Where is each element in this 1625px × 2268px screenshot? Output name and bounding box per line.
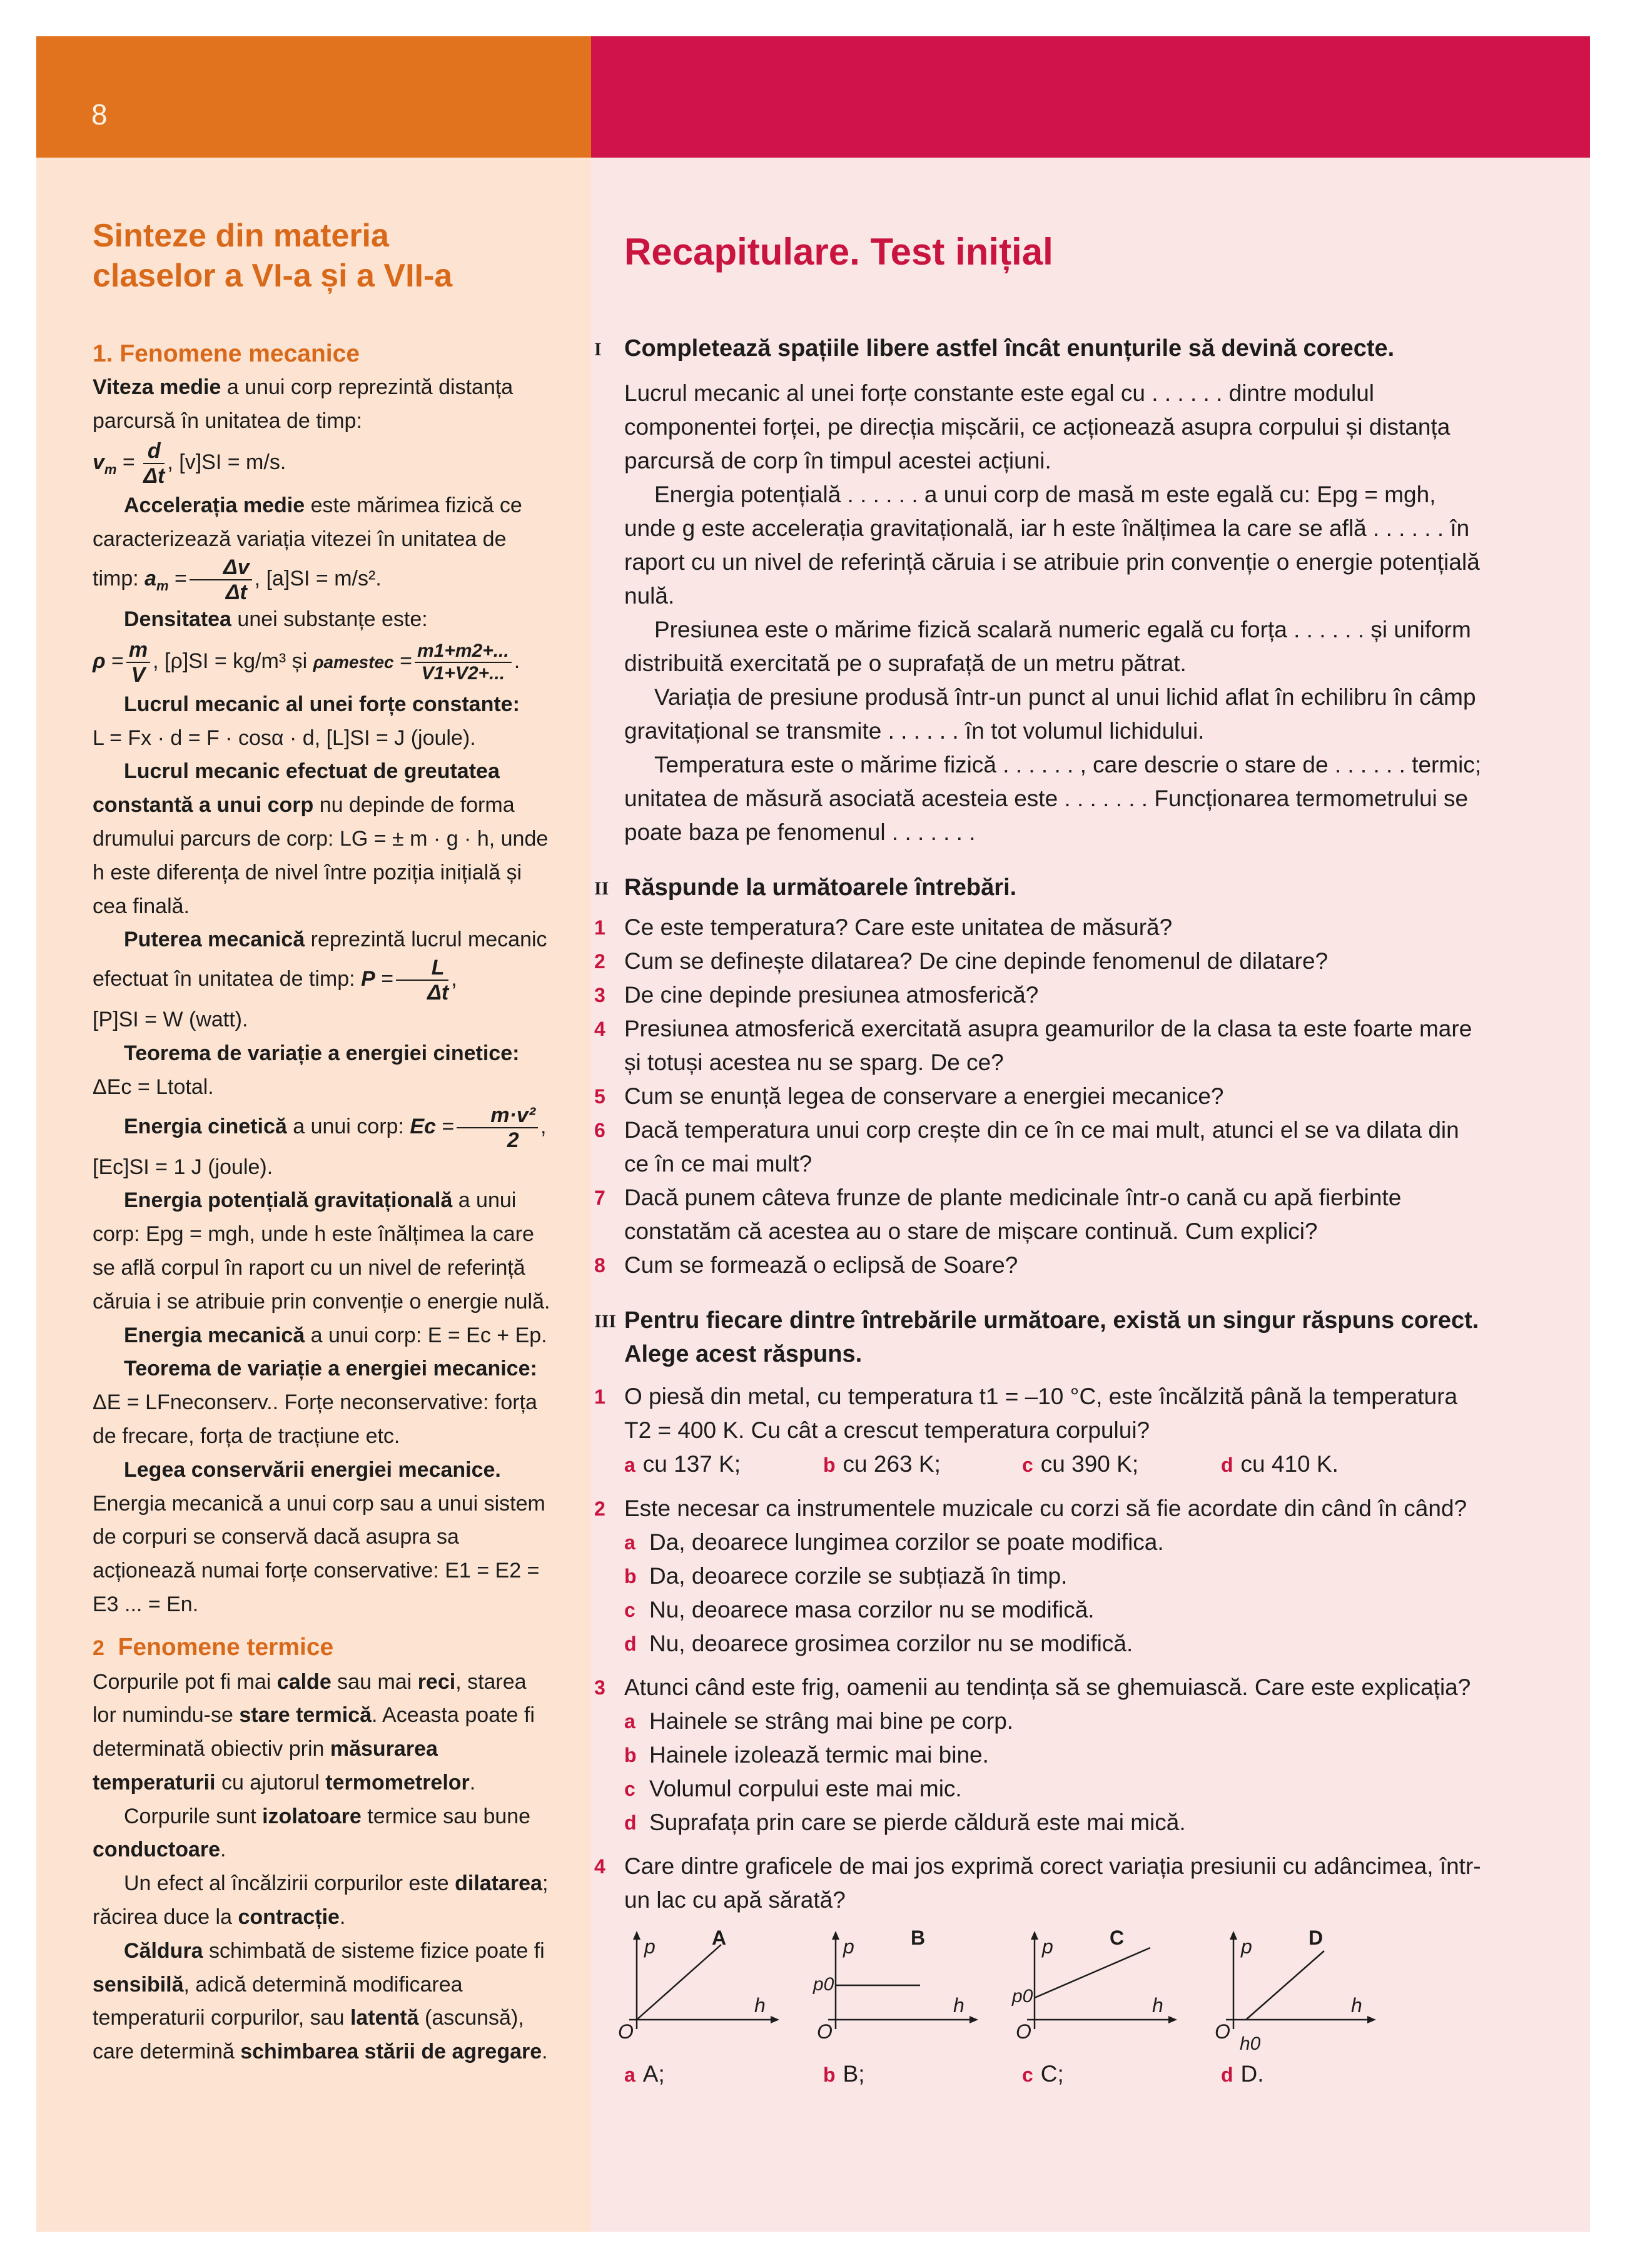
thermal-term: stare termică — [239, 1703, 372, 1728]
option-text: Volumul corpului este mai mic. — [649, 1776, 962, 1801]
mechanical-theorem-text: ΔE = LFneconserv.. Forțe neconservative: forța de frecare, forța de tracțiune etc. — [93, 1390, 537, 1448]
section-III-number: III — [594, 1311, 617, 1332]
thermal-text: , adică determină modificarea temperaturii corpurilor, sau — [93, 1972, 463, 2030]
thermal-text: (ascunsă), care determină — [93, 2006, 524, 2064]
open-question-text: Cum se definește dilatarea? De cine depinde fenomenul de dilatare? — [624, 948, 1329, 974]
open-question — [594, 978, 1487, 1012]
open-question-text: De cine depinde presiunea atmosferică? — [624, 982, 1039, 1008]
graph-D — [1215, 1926, 1402, 2057]
open-question-text: Cum se enunță legea de conservare a energiei mecanice? — [624, 1083, 1224, 1109]
power-denominator: Δt — [427, 981, 449, 1005]
option-text: Hainele izolează termic mai bine. — [649, 1742, 989, 1768]
mcq-1-number: 1 — [594, 1385, 605, 1408]
density-unit: , [ρ]SI = kg/m³ și — [153, 649, 313, 673]
graph-label: B — [911, 1926, 926, 1949]
section-III-heading — [594, 1304, 1487, 1371]
gravity-work-text: nu depinde de forma drumului parcurs de corp: LG = ± m · g · h, unde h este diferența de nivel între poziția inițială și cea finală. — [93, 793, 549, 918]
y-axis-arrow-icon — [1031, 1931, 1038, 1940]
origin-label: O — [1215, 2020, 1230, 2043]
answer-option[interactable] — [1221, 2057, 1420, 2092]
power-text: reprezintă lucrul mecanic efectuat în unitatea de timp: — [93, 928, 547, 991]
x-axis-arrow-icon — [969, 2016, 978, 2023]
kinetic-energy-text: a unui corp: — [286, 1114, 410, 1138]
thermal-term: schimbarea stării de agregare — [240, 2040, 542, 2064]
mechanical-energy-text: a unui corp: E = Ec + Ep. — [305, 1323, 547, 1347]
section-III-title: Pentru fiecare dintre întrebările următoare, există un singur răspuns corect. Alege acest răspuns. — [624, 1307, 1479, 1367]
conservation-law-term: Legea conservării energiei mecanice. — [124, 1457, 501, 1482]
open-question-text: Cum se formează o eclipsă de Soare? — [624, 1252, 1018, 1278]
axis-marker-label: h0 — [1240, 2033, 1261, 2054]
option-letter: a — [624, 1454, 635, 1476]
section-I-body — [624, 377, 1487, 849]
speed-definition — [93, 371, 552, 438]
graph-label: D — [1309, 1926, 1324, 1949]
open-question-number: 5 — [594, 1085, 605, 1108]
pressure-graphs — [618, 1926, 1487, 2057]
open-question-number: 7 — [594, 1187, 605, 1209]
acceleration-term: Accelerația medie — [124, 494, 305, 518]
open-question-number: 4 — [594, 1018, 605, 1040]
x-axis-label: h — [1351, 1994, 1362, 2017]
mcq-3 — [594, 1671, 1487, 1840]
conservation-law-text: Energia mecanică a unui corp sau a unui sistem de corpuri se conservă dacă asupra sa acționează numai forțe conservative: E1 = E2 = E3 ... = En. — [93, 1491, 545, 1616]
potential-energy-term: Energia potențială gravitațională — [124, 1188, 453, 1213]
density-fraction — [126, 639, 150, 686]
thermal-text: . — [469, 1770, 476, 1795]
axis-marker-label: p0 — [1012, 1986, 1033, 2007]
speed-numerator: d — [143, 440, 165, 464]
kinetic-theorem-formula: ΔEc = Ltotal. — [93, 1075, 214, 1099]
density-text: unei substanțe este: — [231, 607, 428, 631]
fill-paragraph-1: Lucrul mecanic al unei forțe constante este egal cu . . . . . . dintre modulul componentei forței, pe direcția mișcării, ce acționează asupra corpului și distanța parcursă de corp în timpul acestei acțiuni. — [624, 380, 1450, 473]
thermal-text: ; răcirea duce la — [93, 1871, 549, 1930]
fill-paragraph-5: Temperatura este o mărime fizică . . . . . . , care descrie o stare de . . . . . . termic; unitatea de măsură asociată acesteia este . . . . . . . Funcționarea termometrului se poate baza pe fenomenul . . . . . . . — [624, 752, 1482, 845]
option-letter: c — [1022, 1454, 1033, 1476]
thermal-text: sau mai — [331, 1669, 418, 1694]
ec-symbol: Ec — [410, 1114, 436, 1138]
answer-option[interactable] — [624, 1806, 1487, 1840]
thermal-text: termice sau bune — [361, 1804, 531, 1828]
section-thermal-number: 2 — [93, 1636, 104, 1660]
axis-marker-label: p0 — [813, 1974, 834, 1995]
option-text: Hainele se strâng mai bine pe corp. — [649, 1708, 1014, 1734]
speed-fraction — [143, 440, 165, 487]
y-axis-label: p — [644, 1935, 656, 1958]
thermal-text: Corpurile pot fi mai — [93, 1669, 277, 1694]
option-text: D. — [1240, 2061, 1264, 2087]
section-I-heading — [594, 332, 1487, 365]
open-question-text: Presiunea atmosferică exercitată asupra geamurilor de la clasa ta este foarte mare și totuși acestea nu se sparg. De ce? — [624, 1016, 1472, 1075]
option-text: B; — [843, 2061, 865, 2087]
power-symbol: P — [361, 967, 375, 991]
mcq-3-text: Atunci când este frig, oamenii au tendința să se ghemuiască. Care este explicația? — [624, 1674, 1471, 1700]
gravity-work-definition — [93, 755, 552, 923]
answer-option[interactable] — [1022, 2057, 1221, 2092]
thermal-text: , starea lor numindu-se — [93, 1669, 527, 1728]
section-mechanical-heading: 1. Fenomene mecanice — [93, 340, 360, 367]
answer-option[interactable] — [1221, 1447, 1420, 1482]
open-question — [594, 1181, 1487, 1248]
x-axis-arrow-icon — [1168, 2016, 1177, 2023]
y-axis-label: p — [1042, 1935, 1053, 1958]
option-text: Nu, deoarece masa corzilor nu se modifică. — [649, 1597, 1095, 1623]
section-II-heading — [594, 871, 1487, 904]
rho-mixture-symbol: ρamestec — [313, 652, 394, 672]
mcq-3-number: 3 — [594, 1676, 605, 1699]
thermal-text: . — [339, 1905, 346, 1930]
speed-unit: , [v]SI = m/s. — [167, 450, 286, 475]
kinetic-energy-definition: Energia cinetică a unui corp: Ec = $\frac{\text{m·v²}}{2}$ , — [124, 1103, 547, 1152]
section-I-number: I — [594, 339, 602, 360]
y-axis-label: p — [1241, 1935, 1252, 1958]
summary-column — [93, 216, 552, 2069]
graph-A — [618, 1926, 806, 2057]
option-letter: b — [624, 1565, 637, 1587]
summary-title-line2: claselor a VI-a și a VII-a — [93, 258, 453, 294]
section-I-title: Completează spațiile libere astfel încât enunțurile să devină corecte. — [624, 335, 1395, 362]
option-text: Nu, deoarece grosimea corzilor nu se modifică. — [649, 1631, 1133, 1656]
answer-option[interactable] — [1022, 1447, 1221, 1482]
option-letter: d — [1221, 2063, 1233, 2086]
graph-label: A — [712, 1926, 727, 1949]
y-axis-arrow-icon — [1230, 1931, 1237, 1940]
thermal-term: conductoare — [93, 1838, 221, 1862]
power-numerator: L — [396, 957, 448, 981]
answer-option[interactable] — [624, 1526, 1487, 1559]
thermal-term: reci — [417, 1669, 456, 1694]
kinetic-theorem-heading — [93, 1037, 552, 1071]
answer-option[interactable] — [624, 1593, 1487, 1627]
answer-option[interactable] — [624, 1772, 1487, 1806]
thermal-term: termometrelor — [325, 1770, 470, 1795]
mixture-fraction — [415, 642, 512, 683]
mcq-3-options — [624, 1704, 1487, 1840]
speed-denominator: Δt — [143, 464, 165, 489]
graph-label: C — [1110, 1926, 1125, 1949]
y-axis-arrow-icon — [832, 1931, 839, 1940]
pressure-line — [1246, 1951, 1324, 2020]
answer-option[interactable] — [624, 1627, 1487, 1661]
thermal-text: Corpurile sunt — [124, 1804, 263, 1828]
power-fraction — [396, 957, 448, 1003]
density-term: Densitatea — [124, 607, 231, 631]
summary-title — [93, 216, 552, 296]
mcq-4-text: Care dintre graficele de mai jos exprimă corect variația presiunii cu adâncimea, într-un lac cu apă sărată? — [624, 1853, 1481, 1913]
option-letter: a — [624, 1531, 635, 1554]
fill-paragraph-4: Variația de presiune produsă într-un punct al unui lichid aflat în echilibru în câmp gravitațional se transmite . . . . . . în tot volumul lichidului. — [624, 684, 1476, 744]
thermal-text: schimbată de sisteme fizice poate fi — [203, 1938, 545, 1963]
mcq-4-options — [624, 2057, 1487, 2092]
acceleration-unit: , [a]SI = m/s². — [254, 566, 382, 590]
mcq-2 — [594, 1492, 1487, 1661]
graph-C — [1012, 1926, 1203, 2057]
density-denominator: V — [131, 662, 146, 687]
kinetic-theorem-term: Teorema de variație a energiei cinetice: — [124, 1041, 520, 1065]
option-text: C; — [1040, 2061, 1064, 2087]
fill-paragraph-2: Energia potențială . . . . . . a unui corp de masă m este egală cu: Epg = mgh, unde g este accelerația gravitațională, iar h este înălțimea la care se află . . . . . . în raport cu un nivel de referință căruia i se atribuie prin convenție o energie potențială nulă. — [624, 482, 1480, 609]
mcq-2-text: Este necesar ca instrumentele muzicale cu corzi să fie acordate din când în când? — [624, 1496, 1467, 1521]
x-axis-label: h — [754, 1994, 766, 2017]
thermal-text: . — [542, 2040, 548, 2064]
answer-option[interactable] — [624, 1447, 823, 1482]
option-text: Suprafața prin care se pierde căldură este mai mică. — [649, 1810, 1186, 1835]
page-number: 8 — [91, 98, 108, 131]
section-thermal-heading — [93, 1631, 552, 1666]
section-thermal-title: Fenomene termice — [118, 1633, 334, 1661]
thermal-text: . — [220, 1838, 226, 1862]
graph-B — [813, 1926, 1005, 2057]
thermal-state-paragraph — [93, 1666, 552, 1800]
mixture-numerator: m1+m2+... — [415, 642, 512, 663]
acceleration-fraction — [190, 557, 252, 603]
kinetic-denominator: 2 — [507, 1128, 519, 1152]
insulators-paragraph — [93, 1800, 552, 1868]
mcq-1 — [594, 1380, 1487, 1482]
section-II-list — [594, 911, 1487, 1282]
mechanical-energy-definition — [93, 1319, 552, 1353]
mechanical-theorem-heading — [93, 1352, 552, 1386]
answer-option[interactable] — [823, 2057, 1022, 2092]
work-definition — [93, 688, 552, 722]
test-column — [594, 230, 1487, 2092]
mcq-1-options — [624, 1447, 1487, 1482]
x-axis-arrow-icon — [771, 2016, 779, 2023]
open-question-text: Dacă temperatura unui corp crește din ce în ce mai mult, atunci el se va dilata din ce în ce mai mult? — [624, 1117, 1459, 1177]
open-question-text: Dacă punem câteva frunze de plante medicinale într-o cană cu apă fierbinte constatăm că acestea au o stare de mișcare continuă. Cum explici? — [624, 1185, 1402, 1244]
speed-formula: $v_m$ = $\frac{d}{\Delta t}$ , [v]SI = m/s. — [93, 439, 286, 489]
thermal-term: măsurarea temperaturii — [93, 1737, 438, 1795]
kinetic-fraction — [457, 1105, 538, 1151]
thermal-term: sensibilă — [93, 1972, 184, 1997]
kinetic-energy-unit: [Ec]SI = 1 J (joule). — [93, 1155, 273, 1179]
thermal-text: . Aceasta poate fi determinată obiectiv prin — [93, 1703, 535, 1761]
option-text: cu 137 K; — [642, 1451, 741, 1477]
acceleration-text: este mărimea fizică ce caracterizează variația vitezei în unitatea de timp: — [93, 494, 522, 590]
option-text: A; — [642, 2061, 665, 2087]
thermal-term: calde — [276, 1669, 332, 1694]
x-axis-arrow-icon — [1367, 2016, 1376, 2023]
option-letter: b — [823, 1454, 836, 1476]
header-left-band — [36, 36, 591, 158]
acceleration-denominator: Δt — [225, 580, 247, 604]
origin-label: O — [817, 2020, 833, 2043]
y-axis-label: p — [843, 1935, 854, 1958]
speed-term: Viteza medie — [93, 375, 221, 399]
answer-option[interactable] — [624, 1704, 1487, 1738]
mcq-4-number: 4 — [594, 1855, 605, 1878]
open-question — [594, 1080, 1487, 1113]
mcq-2-options — [624, 1526, 1487, 1661]
vm-symbol: v — [93, 450, 104, 475]
y-axis-arrow-icon — [633, 1931, 640, 1940]
option-letter: c — [624, 1778, 635, 1800]
vm-sub: m — [104, 462, 117, 478]
option-letter: d — [624, 1811, 637, 1834]
open-question — [594, 944, 1487, 978]
section-II-number: II — [594, 878, 609, 899]
open-question-text: Ce este temperatura? Care este unitatea de măsură? — [624, 914, 1173, 940]
mcq-2-number: 2 — [594, 1497, 605, 1520]
open-question-number: 1 — [594, 916, 605, 939]
origin-label: O — [1016, 2020, 1031, 2043]
option-text: cu 263 K; — [843, 1451, 941, 1477]
option-letter: d — [1221, 1454, 1233, 1476]
power-definition: Puterea mecanică reprezintă lucrul mecanic efectuat în unitatea de timp: P = $\frac{L}{\Delta t}$ , — [93, 928, 547, 1005]
power-term: Puterea mecanică — [124, 928, 305, 952]
mcq-1-text: O piesă din metal, cu temperatura t1 = –10 °C, este încălzită până la temperatura T2 = 400 K. Cu cât a crescut temperatura corpului? — [624, 1384, 1458, 1443]
am-sub: m — [156, 577, 169, 594]
kinetic-numerator: m·v² — [457, 1105, 538, 1128]
am-symbol: a — [144, 566, 157, 590]
gravity-work-term: Lucrul mecanic efectuat de greutatea constantă a unui corp — [93, 759, 500, 818]
option-letter: b — [624, 1744, 637, 1766]
open-question — [594, 911, 1487, 944]
density-definition — [93, 603, 552, 637]
thermal-term: izolatoare — [262, 1804, 362, 1828]
open-question-number: 3 — [594, 984, 605, 1006]
option-text: Da, deoarece lungimea corzilor se poate modifica. — [649, 1529, 1164, 1555]
thermal-term: contracție — [238, 1905, 340, 1930]
work-term: Lucrul mecanic al unei forțe constante: — [124, 692, 520, 716]
thermal-term: Căldura — [124, 1938, 203, 1963]
density-numerator: m — [126, 639, 150, 663]
open-question — [594, 1113, 1487, 1181]
option-letter: a — [624, 1710, 635, 1733]
option-letter: c — [1022, 2063, 1033, 2086]
mechanical-theorem-term: Teorema de variație a energiei mecanice: — [124, 1357, 537, 1381]
speed-text: a unui corp reprezintă distanța parcursă în unitatea de timp: — [93, 375, 514, 433]
option-letter: c — [624, 1599, 635, 1621]
acceleration-definition: Accelerația medie este mărimea fizică ce caracterizează variația vitezei în unitatea de timp: $a_m$ = $\frac{\Delta v}{\Delta t}$ , [a]SI = m/s². — [93, 494, 522, 604]
option-letter: b — [823, 2063, 836, 2086]
section-II-title: Răspunde la următoarele întrebări. — [624, 874, 1017, 901]
rho-symbol: ρ — [93, 649, 106, 673]
mixture-denominator: V1+V2+... — [421, 662, 505, 684]
mechanical-energy-term: Energia mecanică — [124, 1323, 305, 1347]
acceleration-numerator: Δv — [190, 557, 252, 580]
open-question-number: 6 — [594, 1119, 605, 1142]
option-text: Da, deoarece corzile se subțiază în timp. — [649, 1563, 1068, 1589]
option-text: cu 410 K. — [1240, 1451, 1339, 1477]
option-letter: d — [624, 1633, 637, 1655]
density-formula: ρ = $\frac{m}{V}$ , [ρ]SI = kg/m³ și ρamestec = $\frac{m1+m2+...}{V1+V2+...}$ . — [93, 637, 520, 687]
thermal-term: latentă — [350, 2006, 419, 2030]
open-question — [594, 1012, 1487, 1080]
answer-option[interactable] — [624, 1559, 1487, 1593]
fill-paragraph-3: Presiunea este o mărime fizică scalară numeric egală cu forța . . . . . . și uniform distribuită exercitată pe o suprafață de un metru pătrat. — [624, 617, 1471, 676]
answer-option[interactable] — [823, 1447, 1022, 1482]
heat-paragraph — [93, 1935, 552, 2069]
answer-option[interactable] — [624, 2057, 823, 2092]
answer-option[interactable] — [624, 1738, 1487, 1772]
thermal-term: dilatarea — [455, 1871, 542, 1896]
x-axis-label: h — [1152, 1994, 1163, 2017]
open-question-number: 2 — [594, 950, 605, 973]
option-letter: a — [624, 2063, 635, 2086]
thermal-text: cu ajutorul — [215, 1770, 326, 1795]
work-formula: L = Fx · d = F · cosα · d, [L]SI = J (joule). — [93, 726, 476, 750]
test-title: Recapitulare. Test inițial — [624, 231, 1053, 273]
power-unit: [P]SI = W (watt). — [93, 1008, 248, 1032]
header-right-band — [591, 36, 1590, 158]
thermal-text: Un efect al încălzirii corpurilor este — [124, 1871, 455, 1896]
potential-energy-text: a unui corp: Epg = mgh, unde h este înălțimea la care se află corpul în raport cu un nivel de referință căruia i se atribuie prin convenție o energie nulă. — [93, 1188, 550, 1314]
mcq-4 — [594, 1850, 1487, 2092]
open-question-number: 8 — [594, 1254, 605, 1277]
x-axis-label: h — [953, 1994, 964, 2017]
origin-label: O — [618, 2020, 634, 2043]
open-question — [594, 1248, 1487, 1282]
potential-energy-definition — [93, 1184, 552, 1319]
dilatation-paragraph — [93, 1867, 552, 1935]
kinetic-energy-term: Energia cinetică — [124, 1114, 287, 1138]
summary-title-line1: Sinteze din materia — [93, 218, 389, 254]
conservation-law-heading — [93, 1454, 552, 1487]
option-text: cu 390 K; — [1040, 1451, 1139, 1477]
